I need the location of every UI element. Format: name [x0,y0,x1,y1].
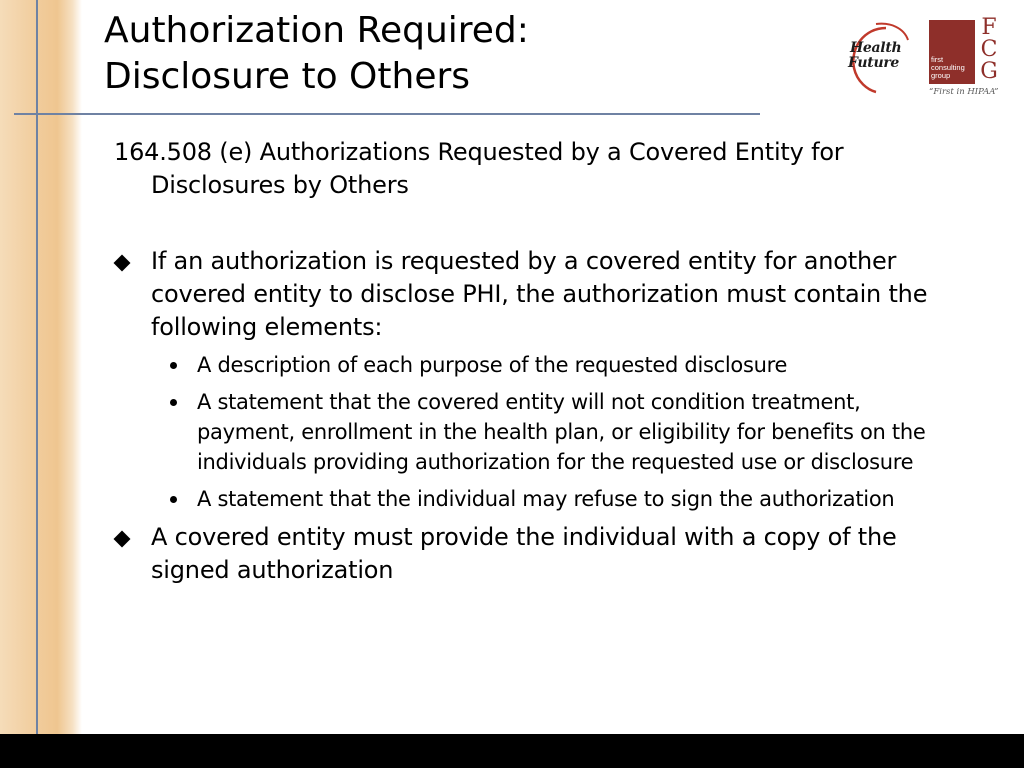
sub-bullet-list [114,350,944,514]
fcg-letters [976,17,1002,83]
sub-bullet-text: A description of each purpose of the requested disclosure [197,353,788,377]
sub-bullet-text: A statement that the individual may refuse to sign the authorization [197,487,895,511]
bullet-item [114,245,944,344]
health-future-word-2: Future [848,55,900,71]
title-line-1: Authorization Required: [104,10,529,51]
dot-bullet-icon [170,496,177,503]
left-decorative-band [0,0,82,734]
sub-bullet-text: A statement that the covered entity will not condition treatment, payment, enrollment in the health plan, or eligibility for benefits on the individuals providing authorization for the requested use or disclosure [197,390,926,474]
slide-content [114,136,944,591]
sub-bullet-item [114,350,944,380]
section-heading: 164.508 (e) Authorizations Requested by a Covered Entity for Disclosures by Others [114,138,844,199]
fcg-words [931,56,965,80]
bullet-item [114,521,944,587]
fcg-word-first: first [931,55,944,64]
bottom-bar [0,734,1024,768]
fcg-word-group: group [931,71,951,80]
fcg-logo-box [929,20,975,84]
sub-bullet-item [114,484,944,514]
diamond-bullet-icon [114,255,131,272]
diamond-bullet-icon [114,531,131,548]
fcg-tagline: “First in HIPAA” [929,87,999,97]
health-future-logo [850,41,920,71]
fcg-letter-c: C [980,37,998,62]
fcg-word-consulting: consulting [931,63,965,72]
dot-bullet-icon [170,362,177,369]
title-line-2: Disclosure to Others [104,56,471,97]
dot-bullet-icon [170,399,177,406]
title-underline-rule [14,113,760,115]
bullet-text: A covered entity must provide the individual with a copy of the signed authorization [151,523,897,584]
fcg-letter-g: G [980,59,998,84]
fcg-letter-f: F [981,15,997,40]
sub-bullet-item [114,387,944,477]
bullet-text: If an authorization is requested by a covered entity for another covered entity to disclose PHI, the authorization must contain the following elements: [151,247,928,341]
health-future-word-1: Health [850,40,902,56]
slide-title [104,8,744,100]
